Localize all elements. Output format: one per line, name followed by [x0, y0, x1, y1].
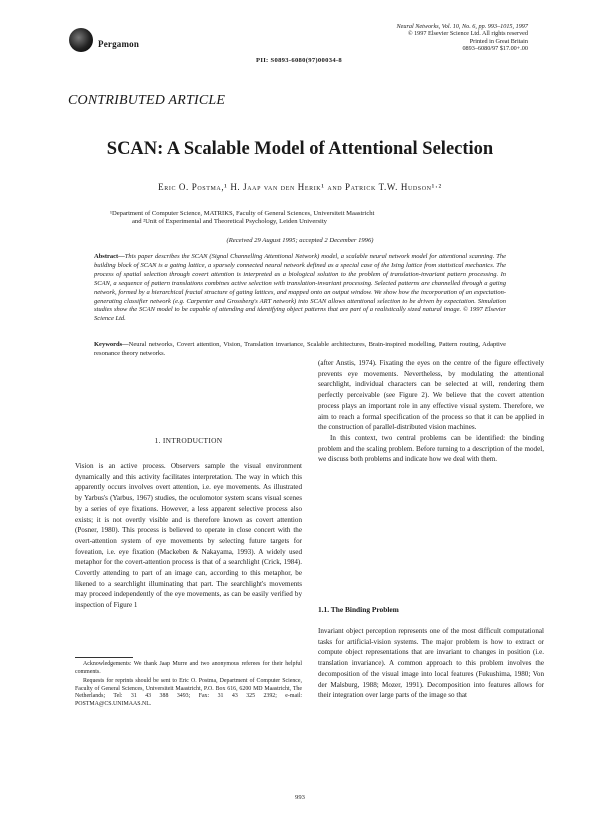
pii-identifier: PII: S0893-6080(97)00034-8	[256, 57, 343, 64]
footnote: Acknowledgements: We thank Jaap Murre and two anonymous referees for their helpful comments.	[75, 661, 302, 675]
page-number: 993	[295, 794, 305, 801]
left-column	[75, 461, 302, 611]
affiliation-2: and ²Unit of Experimental and Theoretical Psychology, Leiden University	[132, 218, 327, 225]
right-column	[318, 358, 544, 465]
paragraph: Vision is an active process. Observers sample the visual environment dynamically and this activity facilitates interpretation. The way in which this apparently occurs involves overt attention, i.e. eye movements. As illustrated by Yarbus's (Yarbus, 1967) studies, the oculomotor system scans visual scenes by a series of eye fixations. However, a less apparent selective process also exists; it is not overtly visible and is therefore known as covert attention (Posner, 1980). This process is believed to operate in close concert with the overt-attention system of eye movements by selecting future targets for foveation, i.e. eye fixation (Mackeben & Nakayama, 1993). A widely used metaphor for the covert-attention process is that of a searchlight (Crick, 1984). Covertly attending to part of an image can, according to this metaphor, be likened to a searchlight illuminating that part. The searchlight's movements may proceed independently of the eye movements, as can be easily verified by inspection of Figure 1	[75, 462, 302, 610]
keywords-label: Keywords—	[94, 341, 129, 348]
publisher-name: Pergamon	[98, 39, 140, 49]
affiliation-1: ¹Department of Computer Science, MATRIKS, Faculty of General Sciences, Universiteit Maastricht	[110, 210, 375, 217]
journal-line: Neural Networks, Vol. 10, No. 6, pp. 993–1015, 1997	[396, 23, 528, 30]
footnotes	[75, 661, 302, 711]
footnote-rule	[75, 657, 133, 658]
paragraph: Invariant object perception represents one of the most difficult computational tasks for artificial-vision systems. The major problem is how to extract or compute object representations that are invariant to changes in position (i.e. translation invariance). A common approach to this problem involves the decomposition of the visual image into local features (Fukushima, 1980; Von der Malsburg, 1988; Mozer, 1991). Decomposition into features allows for their integration over large parts of the image so that	[318, 627, 544, 700]
affiliations	[110, 210, 510, 226]
right-column-continued	[318, 626, 544, 701]
abstract-text: This paper describes the SCAN (Signal Channelling Attentional Network) model, a scalable neural network model for attentional scanning. The building block of SCAN is a gating lattice, a sparsely connected neural network defined as a special case of the Ising lattice from statistical mechanics. The process of spatial selection through covert attention is interpreted as a biological solution to the problem of translation-invariant pattern processing. In SCAN, a sequence of pattern translations combines active selection with translation-invariant processing. Selected patterns are channelled through a gating network, formed by a hierarchical fractal structure of gating lattices, and mapped onto an output window. We show how the incorporation of an expectation-generating classifier network (e.g. Carpenter and Grossberg's ART network) into SCAN allows attentional selection to be driven by expectation. Simulation studies show the SCAN model to be capable of attending and identifying object patterns that are part of a realistically sized natural image. © 1997 Elsevier Science Ltd.	[94, 253, 506, 323]
keywords	[94, 341, 506, 359]
abstract	[94, 253, 506, 324]
journal-line: © 1997 Elsevier Science Ltd. All rights reserved	[407, 30, 528, 38]
author-list: Eric O. Postma,¹ H. Jaap van den Herik¹ and Patrick T.W. Hudson¹·²	[158, 182, 442, 192]
footnote: Requests for reprints should be sent to Eric O. Postma, Department of Computer Science, Faculty of General Sciences, Universiteit Maastricht, P.O. Box 616, 6200 MD Maastricht, The Netherlands; Tel: 31 43 388 3493; Fax: 31 43 325 2392; e-mail: POSTMA@CS.UNIMAAS.NL.	[75, 678, 302, 707]
paper-title: SCAN: A Scalable Model of Attentional Selection	[106, 139, 494, 159]
journal-citation	[328, 23, 528, 53]
paragraph: In this context, two central problems can be identified: the binding problem and the scaling problem. Before turning to a description of the model, we discuss both problems and indicate how we deal with them.	[318, 433, 544, 464]
paragraph: (after Anstis, 1974). Fixating the eyes on the centre of the figure effectively prevents eye movements. Nevertheless, by modulating the attentional searchlight, individual characters can be selected at will, rendering them perfectly perceivable (see Figure 2). We believe that the covert attention process plays an important role in any effective visual system. Therefore, we aim to reach a formal specification of the process so that it can be applied in the construction of parallel-distributed vision machines.	[318, 359, 544, 432]
journal-line: Printed in Great Britain	[469, 37, 528, 45]
abstract-label: Abstract—	[94, 253, 125, 260]
section-heading: 1. INTRODUCTION	[154, 436, 223, 445]
publisher-logo	[69, 28, 93, 52]
subsection-heading: 1.1. The Binding Problem	[318, 605, 399, 614]
article-type-label: CONTRIBUTED ARTICLE	[68, 93, 226, 108]
received-dates: (Received 29 August 1995; accepted 2 December 1996)	[226, 237, 374, 244]
journal-line: 0893–6080/97 $17.00+.00	[462, 45, 528, 53]
keywords-text: Neural networks, Covert attention, Vision, Translation invariance, Scalable architectures, Brain-inspired modelling, Pattern routing, Adaptive resonance theory networks.	[94, 341, 506, 357]
